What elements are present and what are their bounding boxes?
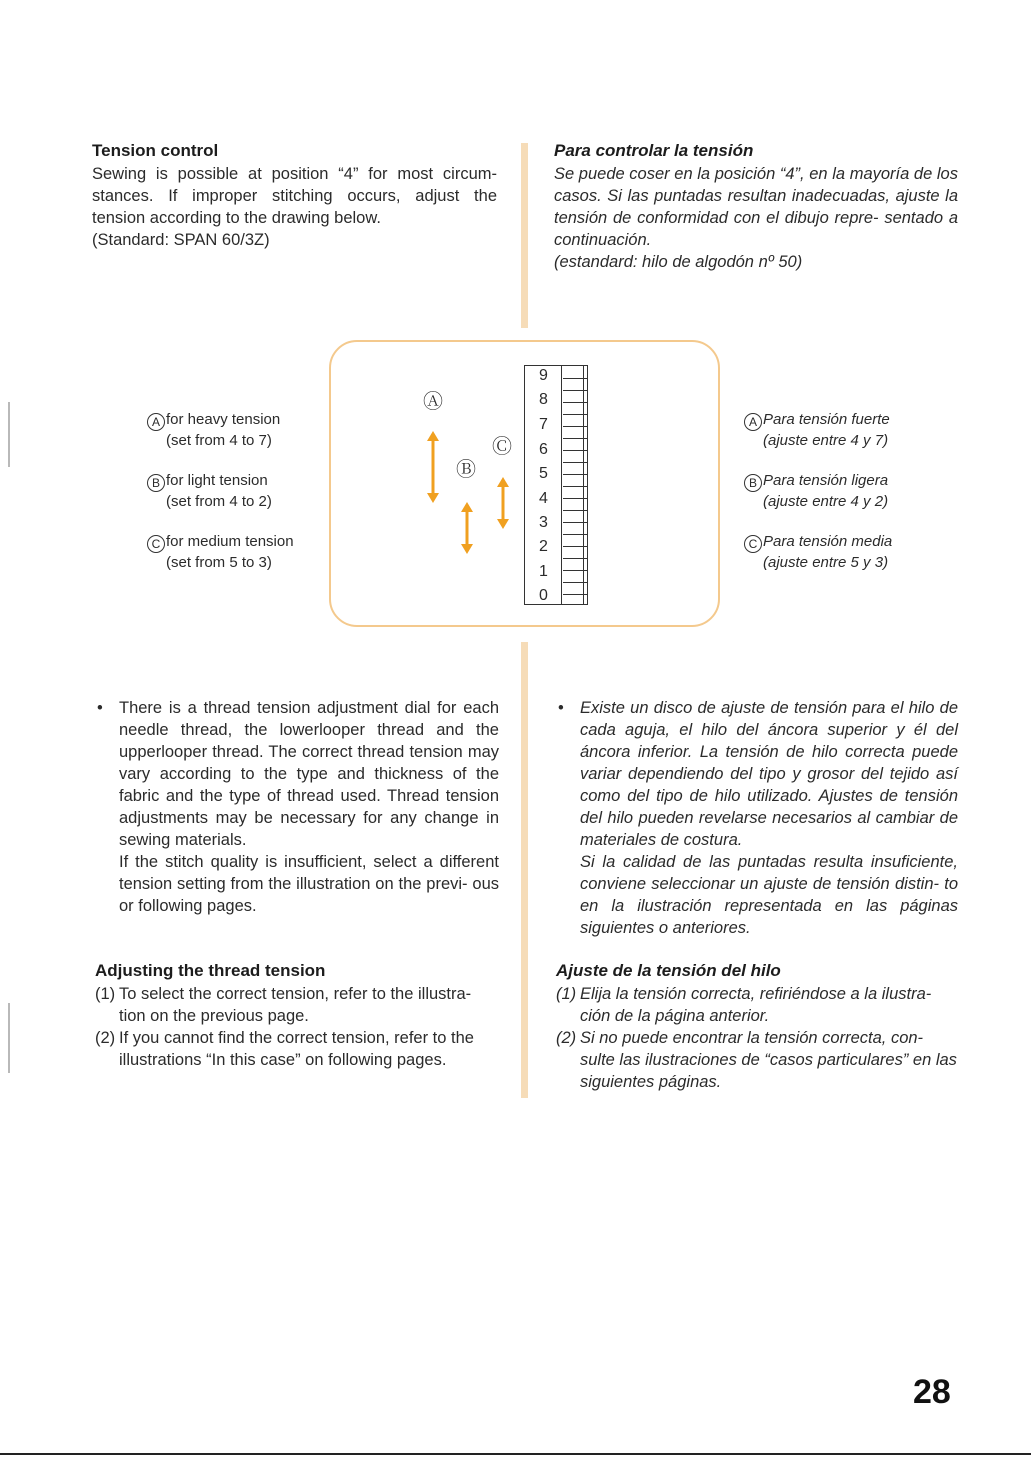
legend-range: (set from 4 to 7) (166, 432, 272, 449)
intro-es (554, 140, 958, 273)
legend-range: (ajuste entre 4 y 2) (763, 493, 889, 510)
step-number: (2) (556, 1029, 577, 1047)
dial-tick (563, 390, 587, 391)
scan-mark (8, 1003, 10, 1073)
legend-range: (ajuste entre 5 y 3) (763, 554, 889, 571)
legend-item-a (147, 410, 322, 451)
intro-text-es: Se puede coser en la posición “4”, en la mayoría de los casos. Si las puntadas resultan inadecuadas, ajuste la tensión de conformidad con el dibujo repre- sentado a continuación. (554, 165, 958, 249)
column-divider-top (521, 143, 528, 328)
dial-tick (563, 426, 587, 427)
dial-tick (563, 462, 587, 463)
arrow-c-icon (496, 477, 510, 529)
bullet-text: Si la calidad de las puntadas resulta insuficiente, conviene seleccionar un ajuste de tensión distin- to en la ilustración representada en las páginas siguientes o anteriores. (580, 853, 958, 937)
page-bottom-border (0, 1453, 1031, 1455)
legend-label: for medium tension (166, 533, 294, 550)
circle-a-icon: A (744, 413, 762, 431)
body-en (95, 697, 499, 1071)
step-text: If you cannot find the correct tension, refer to the illustrations “In this case” on following pages. (119, 1029, 474, 1069)
heading-ajuste: Ajuste de la tensión del hilo (556, 961, 781, 980)
column-divider-bottom (521, 642, 528, 1098)
arrow-b-icon (460, 502, 474, 554)
circle-c-icon: C (744, 535, 762, 553)
page-number: 28 (913, 1373, 951, 1411)
dial-tick (563, 546, 587, 547)
dial-tick (563, 582, 587, 583)
step-text: To select the correct tension, refer to the illustra- tion on the previous page. (119, 985, 472, 1025)
dial-tick (563, 438, 587, 439)
bullet-continuation (556, 851, 958, 939)
step-item (95, 983, 499, 1027)
dial-number: 1 (539, 563, 548, 580)
bullet-item (556, 697, 958, 851)
step-item (556, 983, 958, 1027)
dial-tick (563, 498, 587, 499)
intro-line: (Standard: SPAN 60/3Z) (92, 231, 270, 249)
dial-number: 0 (539, 587, 548, 604)
standard-es: (estandard: hilo de algodón nº 50) (554, 253, 803, 271)
step-number: (1) (556, 985, 577, 1003)
legend-item-a (744, 410, 934, 451)
heading-tension-control: Tension control (92, 141, 219, 160)
dial-tick (563, 558, 587, 559)
dial-number: 9 (539, 367, 548, 384)
dial-number-column (525, 366, 562, 604)
bullet-item (95, 697, 499, 851)
dial-number: 8 (539, 391, 548, 408)
step-item (556, 1027, 958, 1093)
legend-range: (set from 5 to 3) (166, 554, 272, 571)
bullet-dot: • (558, 699, 564, 717)
dial-tick (563, 510, 587, 511)
arrow-a-icon (426, 431, 440, 503)
legend-label: Para tensión ligera (763, 472, 889, 489)
legend-label: Para tensión fuerte (763, 411, 890, 428)
dial-number: 7 (539, 416, 548, 433)
step-number: (2) (95, 1029, 116, 1047)
step-item (95, 1027, 499, 1071)
dial-tick (563, 594, 587, 595)
heading-para-controlar: Para controlar la tensión (554, 141, 754, 160)
heading-adjusting: Adjusting the thread tension (95, 961, 326, 980)
intro-line: Sewing is possible at position “4” for most circum- (92, 165, 497, 183)
legend-item-b (147, 471, 322, 512)
circle-c-icon: C (147, 535, 165, 553)
legend-range: (set from 4 to 2) (166, 493, 272, 510)
dial-tick (563, 474, 587, 475)
dial-tick (563, 486, 587, 487)
dial-tick (563, 570, 587, 571)
intro-line: tension according to the drawing below. (92, 209, 381, 227)
bullet-dot: • (97, 699, 103, 717)
marker-c: Ⓒ (492, 436, 512, 458)
dial-number: 3 (539, 514, 548, 531)
dial-number: 2 (539, 538, 548, 555)
legend-es (744, 410, 934, 593)
legend-item-c (147, 532, 322, 573)
bullet-text: Existe un disco de ajuste de tensión para el hilo de cada aguja, el hilo del áncora superior y él del áncora inferior. La tensión de hilo correcta puede variar dependiendo del tipo y grosor del tejido así como del tipo de hilo utilizado. Ajustes de tensión del hilo pueden revelarse necesarios al cambiar de materiales de costura. (580, 699, 958, 849)
scan-mark (8, 402, 10, 467)
bullet-text: There is a thread tension adjustment dial for each needle thread, the lowerlooper thread and the upperlooper thread. The correct thread tension may vary according to the type and thickness of the fabric and the type of thread used. Thread tension adjustments may be necessary for any change in sewing materials. (119, 699, 499, 849)
dial-number: 6 (539, 441, 548, 458)
legend-label: Para tensión media (763, 533, 893, 550)
dial-scale (563, 366, 587, 604)
circle-b-icon: B (744, 474, 762, 492)
dial-tick (563, 534, 587, 535)
dial-tick (563, 402, 587, 403)
legend-item-b (744, 471, 934, 512)
dial-number: 4 (539, 490, 548, 507)
marker-b: Ⓑ (456, 459, 476, 481)
marker-a: Ⓐ (423, 391, 443, 413)
body-es (556, 697, 958, 1093)
dial-tick (563, 522, 587, 523)
bullet-text: If the stitch quality is insufficient, select a different tension setting from the illustration on the previ- ous or following pages. (119, 853, 499, 915)
legend-label: for light tension (166, 472, 268, 489)
dial-tick (563, 450, 587, 451)
legend-item-c (744, 532, 934, 573)
step-text: Elija la tensión correcta, refiriéndose a la ilustra- ción de la página anterior. (580, 985, 932, 1025)
intro-en (92, 140, 497, 251)
bullet-continuation (95, 851, 499, 917)
legend-label: for heavy tension (166, 411, 281, 428)
intro-line: stances. If improper stitching occurs, adjust the (92, 187, 497, 205)
dial-tick (563, 414, 587, 415)
circle-b-icon: B (147, 474, 165, 492)
step-number: (1) (95, 985, 116, 1003)
dial-number: 5 (539, 465, 548, 482)
step-text: Si no puede encontrar la tensión correcta, con- sulte las ilustraciones de “casos particulares” en las siguientes páginas. (580, 1029, 957, 1091)
tension-dial (524, 365, 588, 605)
dial-tick (563, 378, 587, 379)
legend-range: (ajuste entre 4 y 7) (763, 432, 889, 449)
legend-en (147, 410, 322, 593)
circle-a-icon: A (147, 413, 165, 431)
